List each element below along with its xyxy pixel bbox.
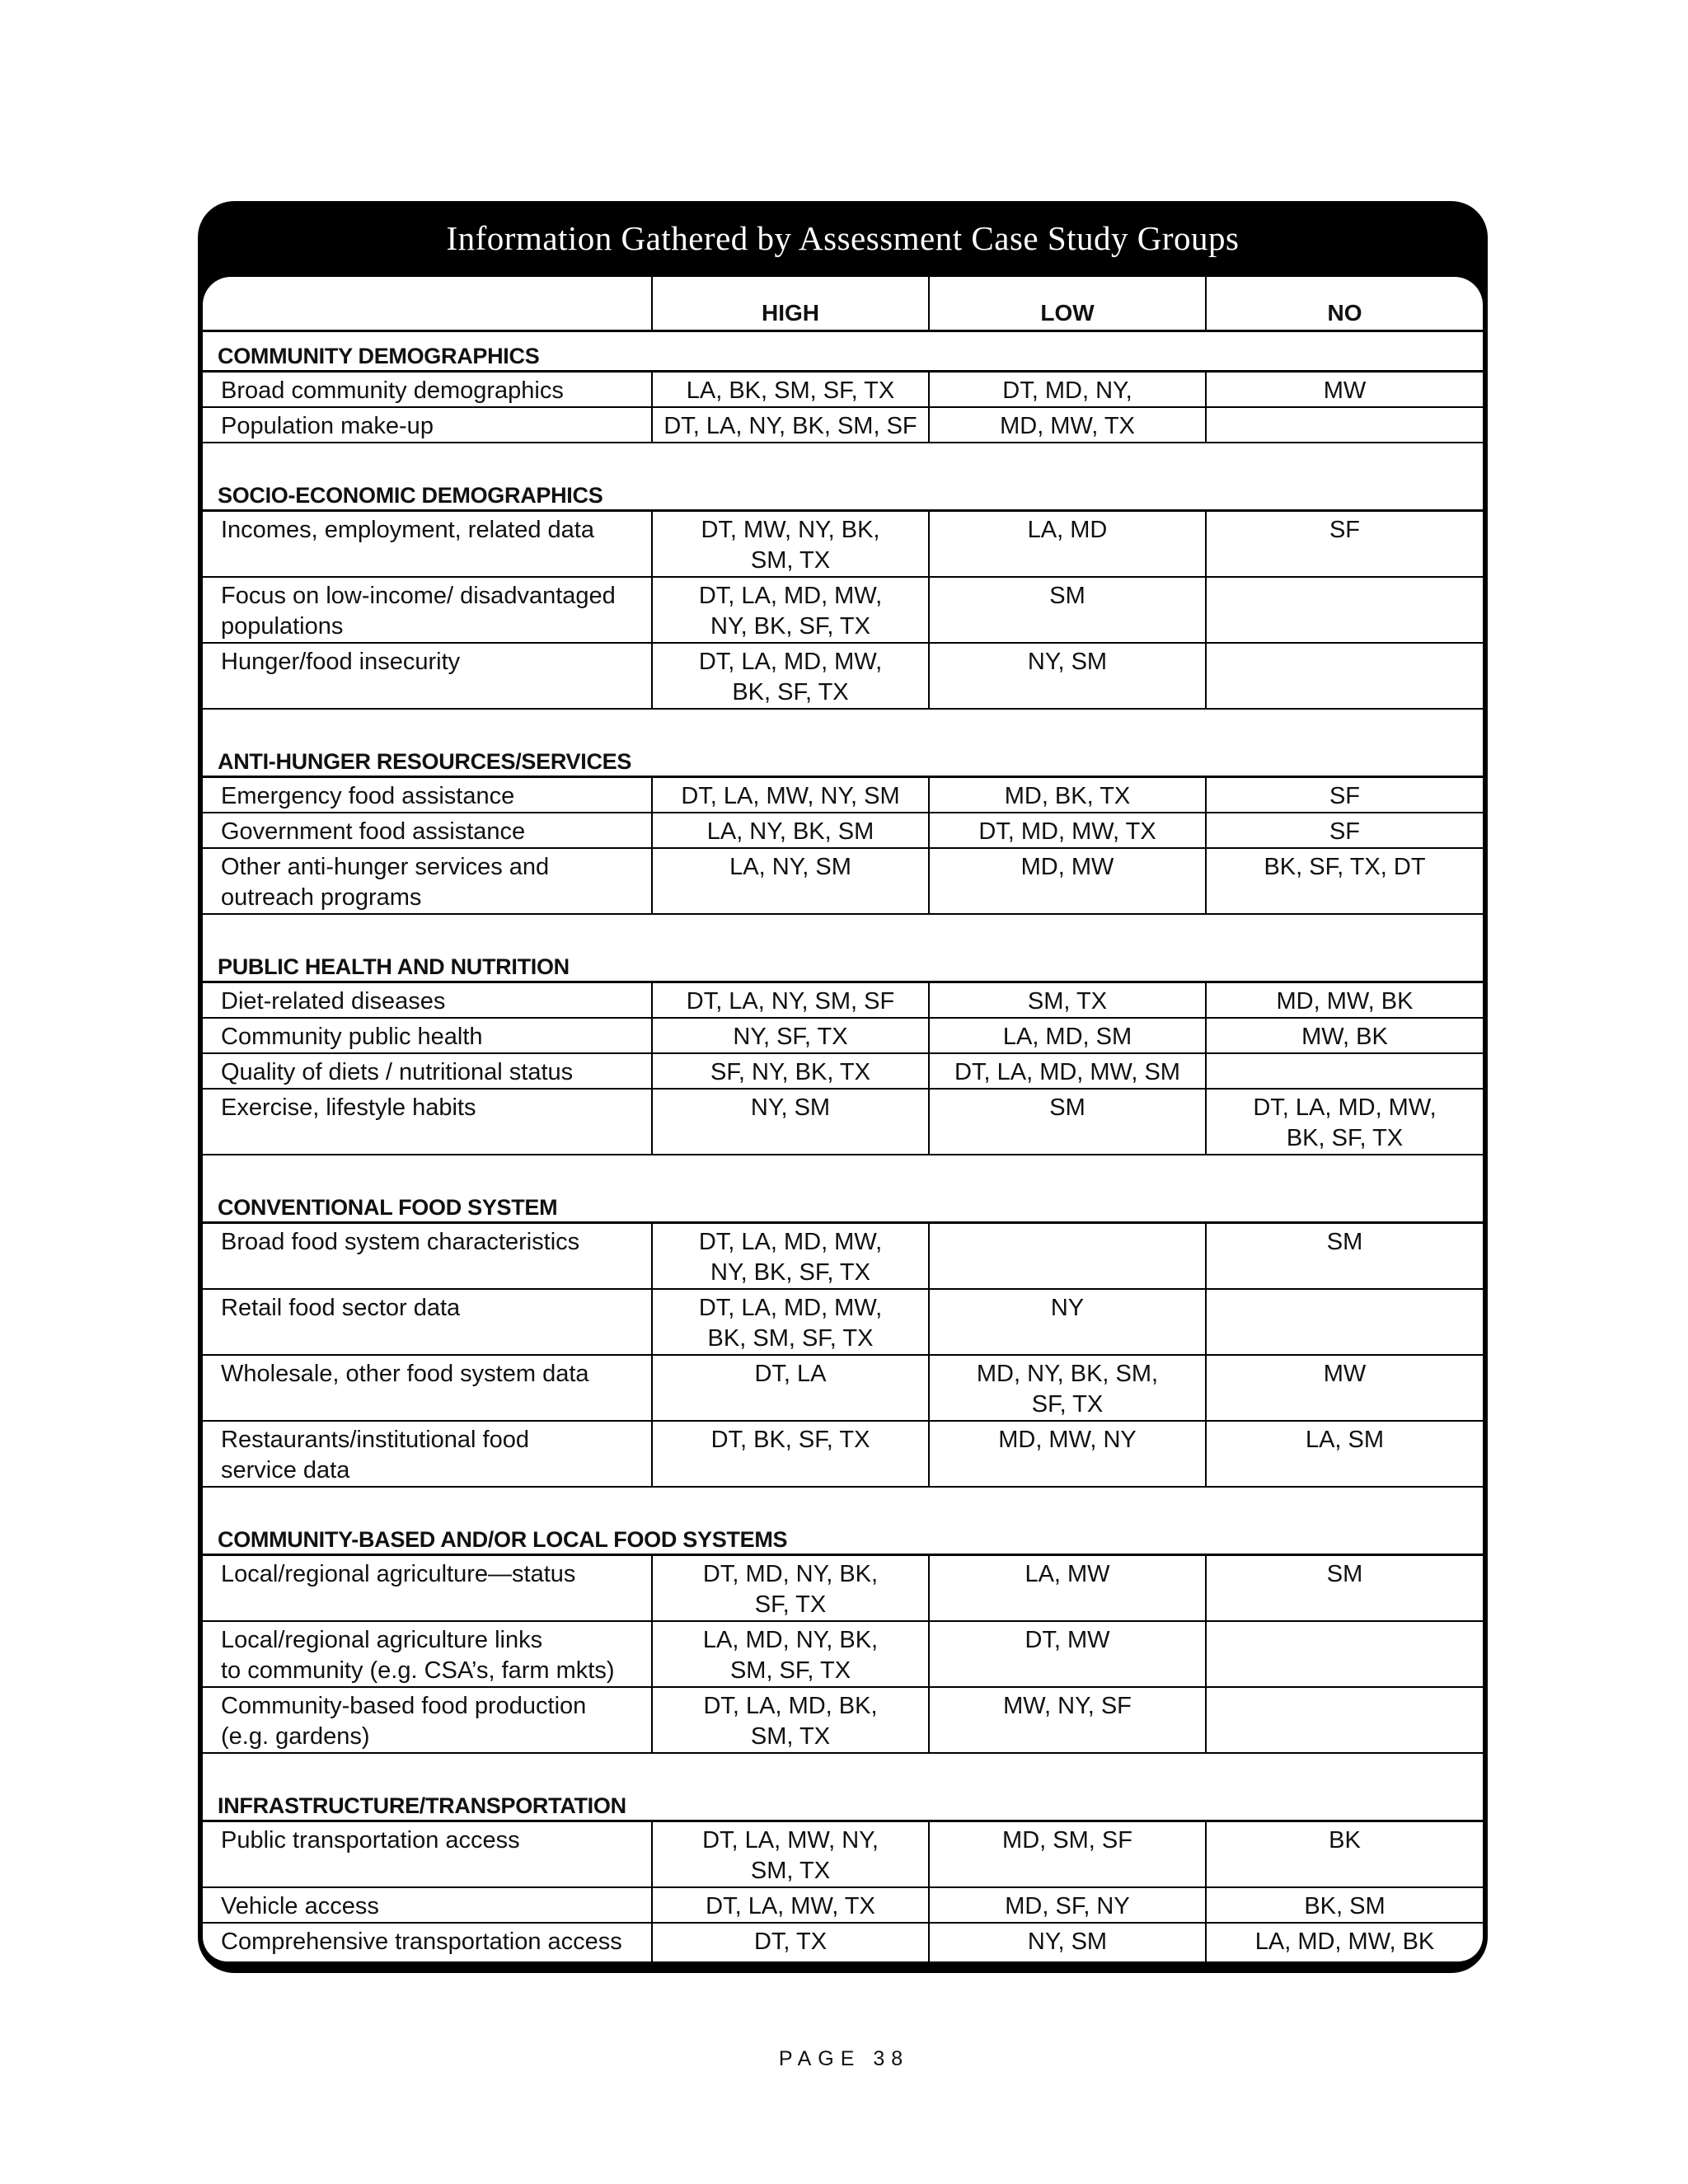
cell-low: MD, MW <box>929 848 1206 914</box>
table-row <box>203 982 1483 1019</box>
table-row <box>203 511 1483 578</box>
row-label: Population make-up <box>203 407 652 443</box>
section-heading: CONVENTIONAL FOOD SYSTEM <box>203 1155 1483 1223</box>
cell-high: DT, MD, NY, BK, SF, TX <box>652 1555 929 1622</box>
cell-low: DT, MD, NY, <box>929 372 1206 408</box>
cell-low: NY <box>929 1289 1206 1355</box>
row-label: Hunger/food insecurity <box>203 643 652 709</box>
table-row <box>203 1355 1483 1421</box>
table-row <box>203 1089 1483 1155</box>
table-row <box>203 1018 1483 1053</box>
table-row <box>203 777 1483 813</box>
cell-no: BK, SM <box>1206 1887 1483 1923</box>
cell-high: SF, NY, BK, TX <box>652 1053 929 1089</box>
section-heading-row <box>203 1155 1483 1223</box>
cell-low: MD, MW, NY <box>929 1421 1206 1487</box>
header-high: HIGH <box>652 277 929 331</box>
header-category <box>203 277 652 331</box>
section-heading: COMMUNITY DEMOGRAPHICS <box>203 331 1483 372</box>
row-label: Broad community demographics <box>203 372 652 408</box>
row-label: Focus on low-income/ disadvantaged populations <box>203 577 652 643</box>
row-label: Community public health <box>203 1018 652 1053</box>
cell-no: SF <box>1206 511 1483 578</box>
section-heading-row <box>203 1487 1483 1555</box>
cell-no: LA, SM <box>1206 1421 1483 1487</box>
cell-no <box>1206 1621 1483 1687</box>
cell-no <box>1206 577 1483 643</box>
table-frame <box>198 201 1488 1973</box>
cell-no: MW, BK <box>1206 1018 1483 1053</box>
row-label: Diet-related diseases <box>203 982 652 1019</box>
section-heading-row <box>203 331 1483 372</box>
cell-low: DT, MD, MW, TX <box>929 813 1206 848</box>
table-row <box>203 1821 1483 1888</box>
cell-high: LA, MD, NY, BK, SM, SF, TX <box>652 1621 929 1687</box>
cell-no: MW <box>1206 1355 1483 1421</box>
cell-high: LA, BK, SM, SF, TX <box>652 372 929 408</box>
cell-high: DT, LA <box>652 1355 929 1421</box>
cell-low: MD, MW, TX <box>929 407 1206 443</box>
page-number: PAGE 38 <box>778 2047 910 2070</box>
cell-no <box>1206 643 1483 709</box>
table-row <box>203 1555 1483 1622</box>
row-label: Broad food system characteristics <box>203 1223 652 1290</box>
header-row <box>203 277 1483 331</box>
cell-no <box>1206 1053 1483 1089</box>
cell-low: DT, MW <box>929 1621 1206 1687</box>
cell-low: LA, MD <box>929 511 1206 578</box>
cell-high: DT, LA, MW, NY, SM, TX <box>652 1821 929 1888</box>
table-body <box>203 277 1483 1961</box>
cell-no: BK, SF, TX, DT <box>1206 848 1483 914</box>
cell-low: SM <box>929 1089 1206 1155</box>
table-row <box>203 1621 1483 1687</box>
section-heading-row <box>203 709 1483 777</box>
row-label: Local/regional agriculture—status <box>203 1555 652 1622</box>
table-row <box>203 1053 1483 1089</box>
section-heading: INFRASTRUCTURE/TRANSPORTATION <box>203 1753 1483 1821</box>
assessment-table <box>203 277 1483 1961</box>
section-heading-row <box>203 914 1483 982</box>
cell-high: DT, LA, NY, BK, SM, SF <box>652 407 929 443</box>
cell-no <box>1206 1687 1483 1753</box>
row-label: Vehicle access <box>203 1887 652 1923</box>
cell-high: NY, SM <box>652 1089 929 1155</box>
cell-low: NY, SM <box>929 643 1206 709</box>
row-label: Quality of diets / nutritional status <box>203 1053 652 1089</box>
table-row <box>203 577 1483 643</box>
cell-high: DT, LA, MD, MW, NY, BK, SF, TX <box>652 577 929 643</box>
cell-no: DT, LA, MD, MW, BK, SF, TX <box>1206 1089 1483 1155</box>
row-label: Comprehensive transportation access <box>221 1929 622 1955</box>
cell-high: DT, BK, SF, TX <box>652 1421 929 1487</box>
table-row <box>203 643 1483 709</box>
cell-low: MD, SF, NY <box>929 1887 1206 1923</box>
row-label: Retail food sector data <box>203 1289 652 1355</box>
cell-low: MW, NY, SF <box>929 1687 1206 1753</box>
table-row <box>203 813 1483 848</box>
cell-high: DT, LA, MW, NY, SM <box>652 777 929 813</box>
row-label: Government food assistance <box>203 813 652 848</box>
cell-no: SM <box>1206 1555 1483 1622</box>
row-label: Wholesale, other food system data <box>203 1355 652 1421</box>
table-title: Information Gathered by Assessment Case Study Groups <box>446 219 1240 257</box>
row-label: Local/regional agriculture links to community (e.g. CSA’s, farm mkts) <box>203 1621 652 1687</box>
cell-low: MD, NY, BK, SM, SF, TX <box>929 1355 1206 1421</box>
table-row <box>203 1289 1483 1355</box>
cell-high: DT, LA, NY, SM, SF <box>652 982 929 1019</box>
table-row <box>203 1687 1483 1753</box>
row-label: Incomes, employment, related data <box>203 511 652 578</box>
cell-no: LA, MD, MW, BK <box>1206 1923 1483 1961</box>
cell-low: MD, BK, TX <box>929 777 1206 813</box>
cell-low <box>929 1223 1206 1290</box>
cell-low: MD, SM, SF <box>929 1821 1206 1888</box>
row-label: Community-based food production (e.g. gardens) <box>203 1687 652 1753</box>
cell-no: MW <box>1206 372 1483 408</box>
cell-no <box>1206 1289 1483 1355</box>
row-label: Restaurants/institutional food service data <box>203 1421 652 1487</box>
cell-no: MD, MW, BK <box>1206 982 1483 1019</box>
cell-no: SF <box>1206 777 1483 813</box>
section-heading: SOCIO-ECONOMIC DEMOGRAPHICS <box>203 443 1483 511</box>
cell-high: DT, TX <box>652 1923 929 1961</box>
section-heading: ANTI-HUNGER RESOURCES/SERVICES <box>203 709 1483 777</box>
cell-no <box>1206 407 1483 443</box>
cell-high: DT, LA, MD, MW, BK, SM, SF, TX <box>652 1289 929 1355</box>
table-row <box>203 1887 1483 1923</box>
cell-low: LA, MD, SM <box>929 1018 1206 1053</box>
header-no: NO <box>1206 277 1483 331</box>
row-label: Public transportation access <box>203 1821 652 1888</box>
row-label: Exercise, lifestyle habits <box>203 1089 652 1155</box>
section-heading: COMMUNITY-BASED AND/OR LOCAL FOOD SYSTEMS <box>203 1487 1483 1555</box>
cell-low: DT, LA, MD, MW, SM <box>929 1053 1206 1089</box>
table-row <box>203 372 1483 408</box>
cell-high: DT, MW, NY, BK, SM, TX <box>652 511 929 578</box>
cell-high: NY, SF, TX <box>652 1018 929 1053</box>
cell-high: DT, LA, MD, MW, NY, BK, SF, TX <box>652 1223 929 1290</box>
section-heading-row <box>203 1753 1483 1821</box>
row-label: Other anti-hunger services and outreach programs <box>203 848 652 914</box>
table-row <box>203 407 1483 443</box>
row-label: Emergency food assistance <box>203 777 652 813</box>
cell-low: SM, TX <box>929 982 1206 1019</box>
cell-low: LA, MW <box>929 1555 1206 1622</box>
cell-no: BK <box>1206 1821 1483 1888</box>
cell-low: NY, SM <box>929 1923 1206 1961</box>
table-row <box>203 1421 1483 1487</box>
table-row <box>203 1223 1483 1290</box>
section-heading: PUBLIC HEALTH AND NUTRITION <box>203 914 1483 982</box>
cell-high: DT, LA, MW, TX <box>652 1887 929 1923</box>
cell-high: DT, LA, MD, BK, SM, TX <box>652 1687 929 1753</box>
cell-no: SF <box>1206 813 1483 848</box>
table-row <box>203 848 1483 914</box>
cell-high: LA, NY, BK, SM <box>652 813 929 848</box>
cell-high: LA, NY, SM <box>652 848 929 914</box>
cell-high: DT, LA, MD, MW, BK, SF, TX <box>652 643 929 709</box>
section-heading-row <box>203 443 1483 511</box>
table-body-panel <box>203 277 1483 1961</box>
table-row <box>203 1923 1483 1961</box>
cell-low: SM <box>929 577 1206 643</box>
cell-no: SM <box>1206 1223 1483 1290</box>
header-low: LOW <box>929 277 1206 331</box>
